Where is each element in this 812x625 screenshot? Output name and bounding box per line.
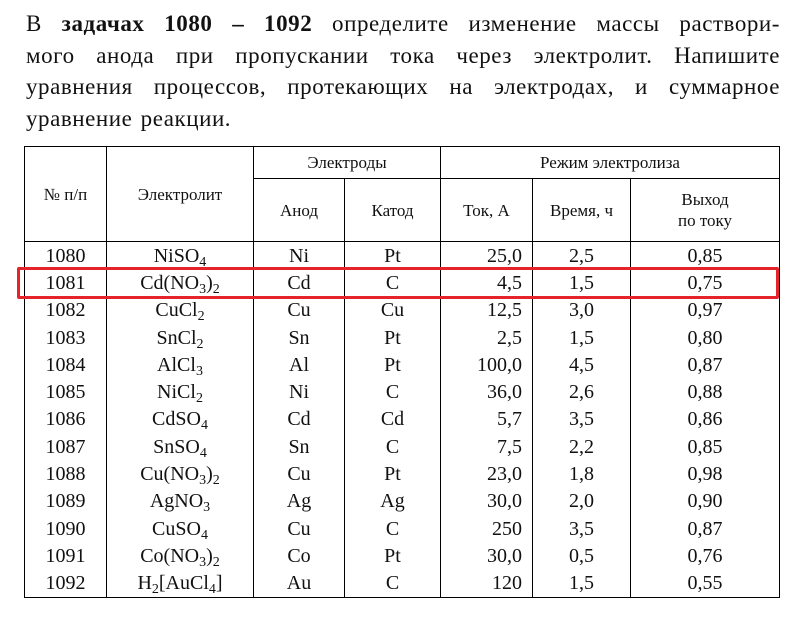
cell-time: 2,2 bbox=[533, 433, 631, 460]
cell-yield: 0,87 bbox=[631, 351, 780, 378]
cell-num: 1082 bbox=[25, 297, 107, 324]
electrolysis-table bbox=[24, 146, 780, 598]
cell-time: 2,6 bbox=[533, 378, 631, 405]
formula-part: CuCl bbox=[155, 299, 198, 322]
cell-current: 12,5 bbox=[441, 297, 533, 324]
formula-subscript: 4 bbox=[208, 582, 216, 598]
cell-current: 4,5 bbox=[441, 269, 533, 296]
cell-anode: Ag bbox=[254, 488, 345, 515]
cell-current: 5,7 bbox=[441, 406, 533, 433]
table-header bbox=[25, 147, 780, 242]
formula-part: AlCl bbox=[157, 353, 196, 376]
cell-anode: Ni bbox=[254, 378, 345, 405]
cell-cathode: Cd bbox=[345, 406, 441, 433]
intro-line-1 bbox=[26, 8, 780, 40]
cell-time: 3,5 bbox=[533, 515, 631, 542]
cell-current: 30,0 bbox=[441, 488, 533, 515]
cell-num: 1084 bbox=[25, 351, 107, 378]
cell-num: 1089 bbox=[25, 488, 107, 515]
cell-anode: Cd bbox=[254, 406, 345, 433]
cell-current: 30,0 bbox=[441, 542, 533, 569]
cell-current: 120 bbox=[441, 570, 533, 598]
formula-part: ] bbox=[215, 572, 223, 595]
formula-subscript: 4 bbox=[200, 527, 208, 543]
cell-num: 1090 bbox=[25, 515, 107, 542]
formula-part: NiCl bbox=[157, 381, 196, 404]
cell-num: 1088 bbox=[25, 460, 107, 487]
formula-part: ) bbox=[206, 544, 213, 567]
table-row bbox=[25, 324, 780, 351]
formula-subscript: 3 bbox=[195, 363, 203, 379]
formula-part: CuSO bbox=[152, 517, 201, 540]
cell-current: 100,0 bbox=[441, 351, 533, 378]
formula-subscript: 3 bbox=[203, 500, 211, 515]
table-row bbox=[25, 378, 780, 405]
cell-yield: 0,86 bbox=[631, 406, 780, 433]
cell-electrolyte bbox=[107, 570, 254, 598]
formula-subscript: 4 bbox=[199, 254, 207, 270]
intro-prefix: В bbox=[26, 11, 62, 36]
table-row bbox=[25, 242, 780, 270]
cell-anode: Cu bbox=[254, 515, 345, 542]
table-row bbox=[25, 269, 780, 296]
formula-part: ) bbox=[206, 463, 213, 486]
formula-part: SnCl bbox=[156, 326, 197, 349]
formula-part: [AuCl bbox=[158, 572, 209, 595]
cell-yield: 0,97 bbox=[631, 297, 780, 324]
cell-yield: 0,75 bbox=[631, 269, 780, 296]
cell-time: 3,0 bbox=[533, 297, 631, 324]
cell-anode: Al bbox=[254, 351, 345, 378]
cell-cathode: C bbox=[345, 515, 441, 542]
header-mode-group: Режим электролиза bbox=[441, 147, 780, 179]
cell-num: 1085 bbox=[25, 378, 107, 405]
cell-yield: 0,98 bbox=[631, 460, 780, 487]
cell-electrolyte bbox=[107, 351, 254, 378]
cell-current: 250 bbox=[441, 515, 533, 542]
formula-part: CdSO bbox=[152, 408, 201, 431]
table-row bbox=[25, 460, 780, 487]
formula-subscript: 2 bbox=[197, 309, 205, 324]
cell-electrolyte bbox=[107, 242, 254, 270]
cell-current: 7,5 bbox=[441, 433, 533, 460]
cell-time: 1,5 bbox=[533, 324, 631, 351]
header-electrolyte: Электролит bbox=[107, 147, 254, 242]
cell-cathode: C bbox=[345, 378, 441, 405]
formula-subscript: 2 bbox=[212, 473, 220, 488]
cell-electrolyte bbox=[107, 297, 254, 324]
cell-cathode: Pt bbox=[345, 460, 441, 487]
cell-cathode: Pt bbox=[345, 542, 441, 569]
cell-time: 1,5 bbox=[533, 570, 631, 598]
intro-line-3: уравнения процессов, протекающих на электродах, и суммарное bbox=[26, 74, 780, 99]
cell-cathode: Pt bbox=[345, 351, 441, 378]
formula-subscript: 4 bbox=[199, 445, 207, 461]
cell-yield: 0,55 bbox=[631, 570, 780, 598]
table-row bbox=[25, 351, 780, 378]
cell-yield: 0,85 bbox=[631, 242, 780, 270]
formula-subscript: 2 bbox=[196, 336, 204, 352]
formula-subscript: 3 bbox=[199, 281, 207, 297]
formula-subscript: 2 bbox=[212, 281, 220, 297]
cell-yield: 0,88 bbox=[631, 378, 780, 405]
cell-anode: Cd bbox=[254, 269, 345, 296]
formula-part: NiSO bbox=[153, 244, 200, 267]
header-time: Время, ч bbox=[533, 179, 631, 242]
cell-anode: Cu bbox=[254, 460, 345, 487]
header-yield-line1: Выход bbox=[681, 190, 729, 209]
cell-current: 25,0 bbox=[441, 242, 533, 270]
table-row bbox=[25, 488, 780, 515]
formula-part: Cd(NO bbox=[140, 271, 200, 294]
table-row bbox=[25, 570, 780, 598]
cell-cathode: Ag bbox=[345, 488, 441, 515]
cell-cathode: Pt bbox=[345, 242, 441, 270]
intro-task-range: задачах 1080 – 1092 bbox=[61, 11, 313, 36]
cell-electrolyte bbox=[107, 269, 254, 296]
cell-time: 4,5 bbox=[533, 351, 631, 378]
header-yield-line2: по току bbox=[677, 211, 733, 230]
cell-electrolyte bbox=[107, 515, 254, 542]
formula-part: H bbox=[137, 572, 152, 595]
cell-current: 23,0 bbox=[441, 460, 533, 487]
table-row bbox=[25, 406, 780, 433]
formula-part: AgNO bbox=[149, 490, 204, 513]
cell-time: 1,8 bbox=[533, 460, 631, 487]
cell-electrolyte bbox=[107, 542, 254, 569]
cell-yield: 0,90 bbox=[631, 488, 780, 515]
header-cathode: Катод bbox=[345, 179, 441, 242]
cell-yield: 0,87 bbox=[631, 515, 780, 542]
intro-line-2: мого анода при пропускании тока через электролит. Напишите bbox=[26, 42, 780, 68]
cell-cathode: Cu bbox=[345, 297, 441, 324]
header-num: № п/п bbox=[25, 147, 107, 242]
cell-anode: Ni bbox=[254, 242, 345, 270]
formula-subscript: 2 bbox=[212, 554, 220, 570]
cell-electrolyte bbox=[107, 433, 254, 460]
cell-anode: Co bbox=[254, 542, 345, 569]
table-row bbox=[25, 433, 780, 460]
formula-subscript: 2 bbox=[151, 582, 159, 598]
cell-time: 0,5 bbox=[533, 542, 631, 569]
cell-num: 1080 bbox=[25, 242, 107, 270]
cell-yield: 0,76 bbox=[631, 542, 780, 569]
cell-cathode: C bbox=[345, 570, 441, 598]
cell-electrolyte bbox=[107, 460, 254, 487]
formula-part: Cu(NO bbox=[140, 463, 200, 486]
task-intro-paragraph bbox=[26, 8, 780, 134]
table-row bbox=[25, 515, 780, 542]
header-yield bbox=[631, 179, 780, 242]
cell-current: 2,5 bbox=[441, 324, 533, 351]
table-row bbox=[25, 297, 780, 324]
cell-yield: 0,80 bbox=[631, 324, 780, 351]
header-current: Ток, А bbox=[441, 179, 533, 242]
cell-electrolyte bbox=[107, 406, 254, 433]
cell-anode: Cu bbox=[254, 297, 345, 324]
formula-subscript: 3 bbox=[199, 554, 207, 570]
cell-num: 1087 bbox=[25, 433, 107, 460]
cell-anode: Sn bbox=[254, 433, 345, 460]
header-anode: Анод bbox=[254, 179, 345, 242]
intro-line-4: уравнение реакции. bbox=[26, 105, 232, 131]
cell-anode: Au bbox=[254, 570, 345, 598]
cell-electrolyte bbox=[107, 378, 254, 405]
intro-rest: определите изменение массы раствори- bbox=[312, 11, 780, 36]
cell-cathode: Pt bbox=[345, 324, 441, 351]
cell-cathode: C bbox=[345, 269, 441, 296]
formula-part: ) bbox=[206, 271, 213, 294]
cell-num: 1091 bbox=[25, 542, 107, 569]
table-row bbox=[25, 542, 780, 569]
cell-num: 1083 bbox=[25, 324, 107, 351]
cell-num: 1092 bbox=[25, 570, 107, 598]
cell-time: 1,5 bbox=[533, 269, 631, 296]
cell-electrolyte bbox=[107, 324, 254, 351]
header-electrodes-group: Электроды bbox=[254, 147, 441, 179]
cell-time: 3,5 bbox=[533, 406, 631, 433]
cell-num: 1086 bbox=[25, 406, 107, 433]
cell-electrolyte bbox=[107, 488, 254, 515]
formula-part: Co(NO bbox=[140, 544, 200, 567]
formula-subscript: 2 bbox=[195, 391, 203, 406]
cell-time: 2,0 bbox=[533, 488, 631, 515]
formula-subscript: 4 bbox=[200, 418, 208, 434]
cell-anode: Sn bbox=[254, 324, 345, 351]
cell-num: 1081 bbox=[25, 269, 107, 296]
cell-current: 36,0 bbox=[441, 378, 533, 405]
formula-part: SnSO bbox=[153, 435, 200, 458]
cell-cathode: C bbox=[345, 433, 441, 460]
cell-time: 2,5 bbox=[533, 242, 631, 270]
formula-subscript: 3 bbox=[199, 473, 207, 488]
table-body bbox=[25, 242, 780, 598]
cell-yield: 0,85 bbox=[631, 433, 780, 460]
